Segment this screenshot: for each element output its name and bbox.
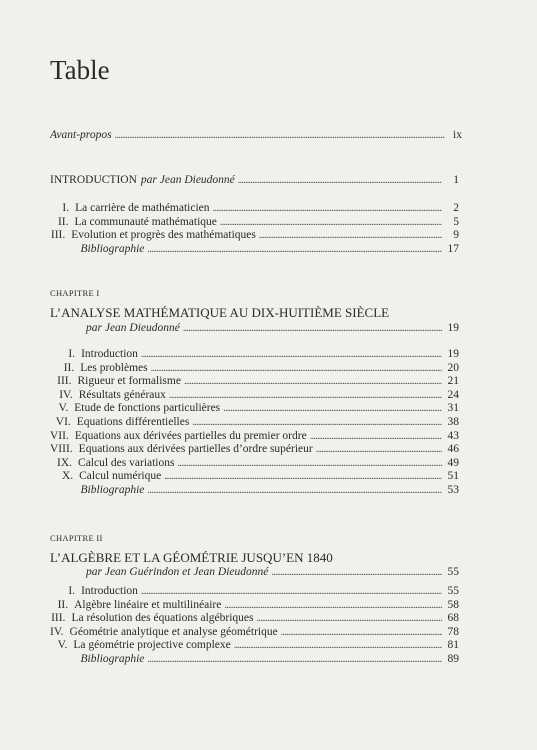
entry-label: Etude de fonctions particulières <box>74 402 221 415</box>
toc-entry[interactable] <box>50 201 459 215</box>
entry-number: V. <box>57 639 68 652</box>
entry-number: I. <box>62 202 70 214</box>
entry-number: III. <box>57 375 72 388</box>
entry-number: IV. <box>59 388 73 401</box>
entry-label: La communauté mathématique <box>74 215 217 228</box>
chapter-1-author-row[interactable] <box>86 321 459 335</box>
entry-page: 55 <box>447 585 459 597</box>
page-title: Table <box>50 55 110 85</box>
entry-page: 2 <box>453 202 459 214</box>
entry-label: Résultats généraux <box>78 388 166 401</box>
entry-author: par Jean Dieudonné <box>140 174 235 186</box>
entry-number: IX. <box>57 456 73 469</box>
toc-entry[interactable] <box>50 625 459 639</box>
entry-label: Evolution et progrès des mathématiques <box>71 229 256 242</box>
entry-number: II. <box>63 361 75 374</box>
entry-page: 43 <box>447 429 459 442</box>
entry-page: 55 <box>447 566 459 578</box>
entry-label: Avant-propos <box>50 129 112 141</box>
entry-page: 19 <box>447 348 459 360</box>
toc-entry[interactable] <box>50 638 459 652</box>
dot-leader <box>147 652 442 667</box>
entry-page: 78 <box>447 625 459 638</box>
entry-label: Introduction <box>81 585 138 597</box>
toc-entry[interactable] <box>50 242 459 256</box>
chapter-2-author-row[interactable] <box>86 565 459 579</box>
entry-page: 81 <box>447 639 459 652</box>
entry-label: Bibliographie <box>80 242 145 255</box>
chapter-2-label: CHAPITRE II <box>50 533 103 543</box>
toc-entry[interactable] <box>50 415 459 429</box>
entry-number: VIII. <box>50 443 73 456</box>
entry-number: II. <box>57 598 69 611</box>
chapter-1-label: CHAPITRE I <box>50 288 100 298</box>
dot-leader <box>147 483 442 498</box>
entry-page: 58 <box>447 598 459 611</box>
chapter-2-title[interactable]: L’ALGÈBRE ET LA GÉOMÉTRIE JUSQU’EN 1840 <box>50 550 333 565</box>
toc-entry[interactable] <box>50 456 459 470</box>
entry-page: 1 <box>453 174 459 186</box>
chapter-1-title[interactable]: L’ANALYSE MATHÉMATIQUE AU DIX-HUITIÈME SIÈCLE <box>50 305 390 320</box>
entry-author: par Jean Guérindon et Jean Dieudonné <box>86 566 269 578</box>
entry-page: 51 <box>447 470 459 483</box>
toc-entry[interactable] <box>50 483 459 497</box>
toc-entry[interactable] <box>50 401 459 415</box>
entry-page: 9 <box>453 229 459 242</box>
toc-entry[interactable] <box>50 652 459 666</box>
dot-leader <box>115 128 445 143</box>
toc-entry-introduction[interactable] <box>50 173 459 187</box>
entry-number: III. <box>50 229 66 242</box>
entry-author: par Jean Dieudonné <box>86 322 180 334</box>
entry-number: V. <box>58 402 69 415</box>
entry-label: Les problèmes <box>80 361 148 374</box>
dot-leader <box>147 242 442 257</box>
entry-page: 24 <box>447 388 459 401</box>
toc-entry[interactable] <box>50 388 459 402</box>
entry-label: Equations aux dérivées partielles d’ordre supérieur <box>78 443 313 456</box>
dot-leader <box>238 173 442 188</box>
entry-label: La carrière de mathématicien <box>75 202 210 214</box>
entry-label: Bibliographie <box>80 484 145 496</box>
entry-page: 68 <box>447 612 459 625</box>
toc-entry[interactable] <box>50 584 459 598</box>
dot-leader <box>183 321 442 336</box>
toc-entry-avant-propos[interactable] <box>50 128 462 142</box>
entry-page: 5 <box>453 215 459 228</box>
entry-number: IV. <box>50 625 64 638</box>
entry-number: I. <box>68 585 76 597</box>
entry-label: La géométrie projective complexe <box>73 639 231 652</box>
entry-page: 21 <box>447 375 459 388</box>
entry-number: I. <box>68 348 76 360</box>
entry-number: II. <box>57 215 69 228</box>
entry-label: Introduction <box>81 348 138 360</box>
entry-label: Bibliographie <box>80 653 145 665</box>
entry-label: Equations différentielles <box>76 416 190 428</box>
entry-label: INTRODUCTION <box>50 174 137 186</box>
toc-entry[interactable] <box>50 215 459 229</box>
toc-entry[interactable] <box>50 611 459 625</box>
entry-label: Algèbre linéaire et multilinéaire <box>74 598 222 611</box>
entry-number: VI. <box>55 416 71 428</box>
toc-entry[interactable] <box>50 228 459 242</box>
entry-page: 17 <box>447 242 459 255</box>
entry-page: 38 <box>447 416 459 428</box>
entry-number: X. <box>61 470 74 483</box>
entry-page: 19 <box>447 322 459 334</box>
entry-label: Calcul des variations <box>78 456 175 469</box>
toc-entry[interactable] <box>50 469 459 483</box>
entry-number: III. <box>51 612 66 625</box>
entry-page: 46 <box>447 443 459 456</box>
toc-entry[interactable] <box>50 442 459 456</box>
entry-page: 49 <box>447 456 459 469</box>
entry-label: Rigueur et formalisme <box>77 375 181 388</box>
entry-label: Calcul numérique <box>79 470 162 483</box>
entry-page: 89 <box>447 653 459 665</box>
entry-label: Géométrie analytique et analyse géométrique <box>69 625 278 638</box>
entry-label: La résolution des équations algébriques <box>71 612 254 625</box>
toc-entry[interactable] <box>50 374 459 388</box>
entry-page: 53 <box>447 484 459 496</box>
entry-page: ix <box>453 129 462 141</box>
dot-leader <box>271 565 442 580</box>
entry-number: VII. <box>50 429 69 442</box>
toc-entry[interactable] <box>50 598 459 612</box>
entry-page: 20 <box>447 361 459 374</box>
toc-entry[interactable] <box>50 429 459 443</box>
toc-entry[interactable] <box>50 361 459 375</box>
toc-entry[interactable] <box>50 347 459 361</box>
entry-label: Equations aux dérivées partielles du premier ordre <box>74 429 307 442</box>
entry-page: 31 <box>447 402 459 415</box>
